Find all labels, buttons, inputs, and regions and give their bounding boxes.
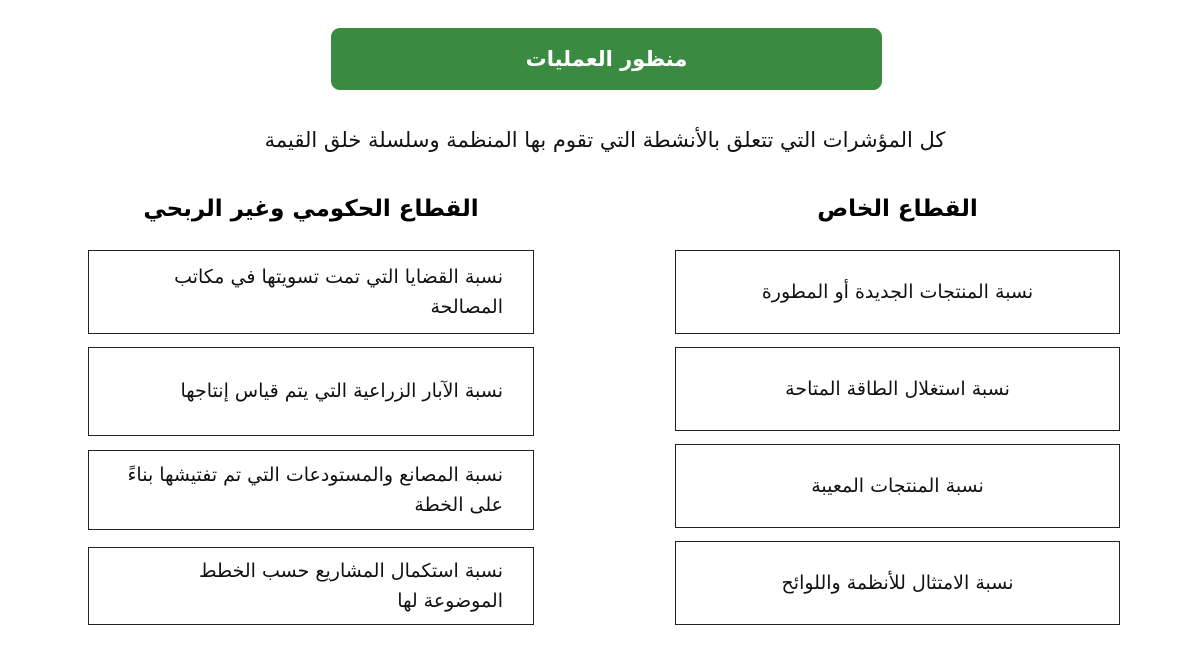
government-indicator-box (88, 250, 534, 334)
government-indicator-text: نسبة الآبار الزراعية التي يتم قياس إنتاجها (180, 380, 503, 403)
private-indicator-box (675, 444, 1120, 528)
private-indicator-box (675, 541, 1120, 625)
private-indicator-text: نسبة استغلال الطاقة المتاحة (785, 377, 1010, 400)
private-sector-title: القطاع الخاص (817, 196, 978, 222)
government-indicator-box (88, 450, 534, 530)
government-indicator-text: نسبة استكمال المشاريع حسب الخطط الموضوعة لها (199, 559, 503, 612)
perspective-description: كل المؤشرات التي تتعلق بالأنشطة التي تقوم بها المنظمة وسلسلة خلق القيمة (264, 128, 946, 152)
operations-perspective-banner (331, 28, 882, 90)
private-indicator-text: نسبة الامتثال للأنظمة واللوائح (781, 571, 1014, 594)
banner-title: منظور العمليات (525, 47, 688, 71)
government-indicator-text: نسبة القضايا التي تمت تسويتها في مكاتب المصالحة (174, 265, 503, 318)
private-indicator-box (675, 347, 1120, 431)
government-indicator-box (88, 547, 534, 625)
government-indicator-text: نسبة المصانع والمستودعات التي تم تفتيشها بناءً على الخطة (127, 463, 503, 516)
private-indicator-text: نسبة المنتجات المعيبة (811, 474, 984, 497)
private-indicator-text: نسبة المنتجات الجديدة أو المطورة (761, 280, 1034, 303)
private-indicator-box (675, 250, 1120, 334)
government-indicator-box (88, 347, 534, 436)
government-sector-title: القطاع الحكومي وغير الربحي (143, 196, 479, 222)
